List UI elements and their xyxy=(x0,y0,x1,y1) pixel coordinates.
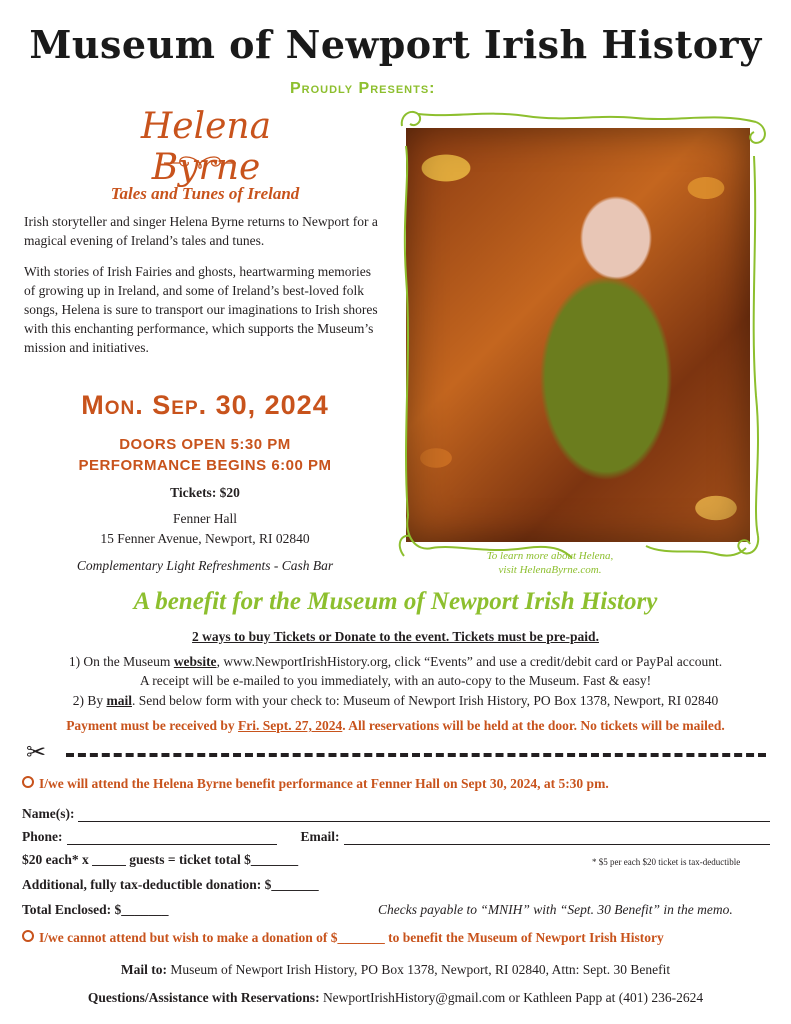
mail-to-label: Mail to: xyxy=(120,962,168,977)
refreshments-note: Complementary Light Refreshments - Cash Bar xyxy=(76,558,334,573)
venue-address: 15 Fenner Avenue, Newport, RI 02840 xyxy=(100,531,310,546)
caption-line-1: To learn more about Helena, xyxy=(486,550,614,562)
event-subtitle: Tales and Tunes of Ireland xyxy=(110,184,300,203)
option-website-prefix: 1) On the Museum xyxy=(68,654,174,669)
vine-frame xyxy=(396,96,774,566)
attend-option-label: I/we will attend the Helena Byrne benefit performance at Fenner Hall on Sept 30, 2024, at 5:30 pm. xyxy=(39,776,609,791)
photo-caption xyxy=(470,549,630,577)
proudly-presents: Proudly Presents: xyxy=(290,80,436,97)
email-input-line[interactable] xyxy=(344,832,771,845)
option-website-text: , www.NewportIrishHistory.org, click “Events” and use a credit/debit card or PayPal account. xyxy=(216,654,723,669)
ticket-price: Tickets: $20 xyxy=(170,485,240,500)
phone-input-line[interactable] xyxy=(67,832,277,845)
caption-line-2[interactable]: visit HelenaByrne.com. xyxy=(498,564,602,576)
names-field[interactable] xyxy=(22,806,770,822)
payment-date: Fri. Sept. 27, 2024 xyxy=(238,718,343,733)
questions-label: Questions/Assistance with Reservations: xyxy=(87,990,320,1005)
purchase-ways-heading: 2 ways to buy Tickets or Donate to the event. Tickets must be pre-paid. xyxy=(192,629,599,644)
radio-circle-icon[interactable] xyxy=(22,930,34,942)
tax-deductible-note: * $5 per each $20 ticket is tax-deductible xyxy=(592,857,741,867)
questions-contact: NewportIrishHistory@gmail.com or Kathleen Papp at (401) 236-2624 xyxy=(319,990,704,1005)
option-mail-text: . Send below form with your check to: Museum of Newport Irish History, PO Box 1378, Newport, RI 02840 xyxy=(131,693,719,708)
phone-label: Phone: xyxy=(22,829,63,844)
performer-name: Helena Byrne xyxy=(140,106,272,188)
ticket-total-line[interactable]: $20 each* x _____ guests = ticket total $_______ xyxy=(22,852,299,867)
attend-option[interactable] xyxy=(22,776,609,792)
intro-paragraph: Irish storyteller and singer Helena Byrne returns to Newport for a magical evening of Ireland’s tales and tunes. xyxy=(24,214,378,248)
benefit-headline: A benefit for the Museum of Newport Irish History xyxy=(133,588,658,615)
mail-link: mail xyxy=(106,693,132,708)
names-label: Name(s): xyxy=(22,806,75,821)
option-website-line2: A receipt will be e-mailed to you immediately, with an auto-copy to the Museum. Fast & easy! xyxy=(139,673,652,688)
donation-line[interactable]: Additional, fully tax-deductible donation: $_______ xyxy=(22,877,319,892)
event-date: Mon. Sep. 30, 2024 xyxy=(81,390,329,420)
names-input-line[interactable] xyxy=(78,809,770,822)
contact-fields xyxy=(22,829,770,845)
payment-deadline xyxy=(20,718,771,734)
payment-rest: . All reservations will be held at the door. No tickets will be mailed. xyxy=(342,718,725,733)
mail-to-line xyxy=(0,962,791,978)
donation-option[interactable] xyxy=(22,930,664,946)
website-link[interactable]: website xyxy=(173,654,217,669)
description-paragraph: With stories of Irish Fairies and ghosts, heartwarming memories of growing up in Ireland, and some of Ireland’s best-loved folk songs, Helena is sure to transport our imaginations to Irish shores with this enchanting performance, which supports the Museum’s mission and initiatives. xyxy=(24,264,378,355)
donation-option-label: I/we cannot attend but wish to make a donation of $_______ to benefit the Museum of Newport Irish History xyxy=(39,930,664,945)
checks-payable-note: Checks payable to “MNIH” with “Sept. 30 Benefit” in the memo. xyxy=(378,902,733,917)
option-website xyxy=(20,652,771,690)
radio-circle-icon[interactable] xyxy=(22,776,34,788)
option-mail-prefix: 2) By xyxy=(72,693,107,708)
museum-title: Museum of Newport Irish History xyxy=(29,22,762,67)
total-enclosed-line[interactable]: Total Enclosed: $_______ xyxy=(22,902,169,917)
performance-time: PERFORMANCE BEGINS 6:00 PM xyxy=(78,457,332,474)
payment-prefix: Payment must be received by xyxy=(66,718,239,733)
cut-line xyxy=(66,753,766,757)
mail-to-address: Museum of Newport Irish History, PO Box 1378, Newport, RI 02840, Attn: Sept. 30 Benefit xyxy=(167,962,671,977)
flourish-ornament xyxy=(160,152,240,174)
scissors-icon: ✂ xyxy=(26,738,47,766)
doors-open-time: DOORS OPEN 5:30 PM xyxy=(119,436,291,453)
option-mail xyxy=(20,693,771,709)
email-label: Email: xyxy=(300,829,340,844)
questions-line xyxy=(0,990,791,1006)
venue-name: Fenner Hall xyxy=(172,511,238,526)
